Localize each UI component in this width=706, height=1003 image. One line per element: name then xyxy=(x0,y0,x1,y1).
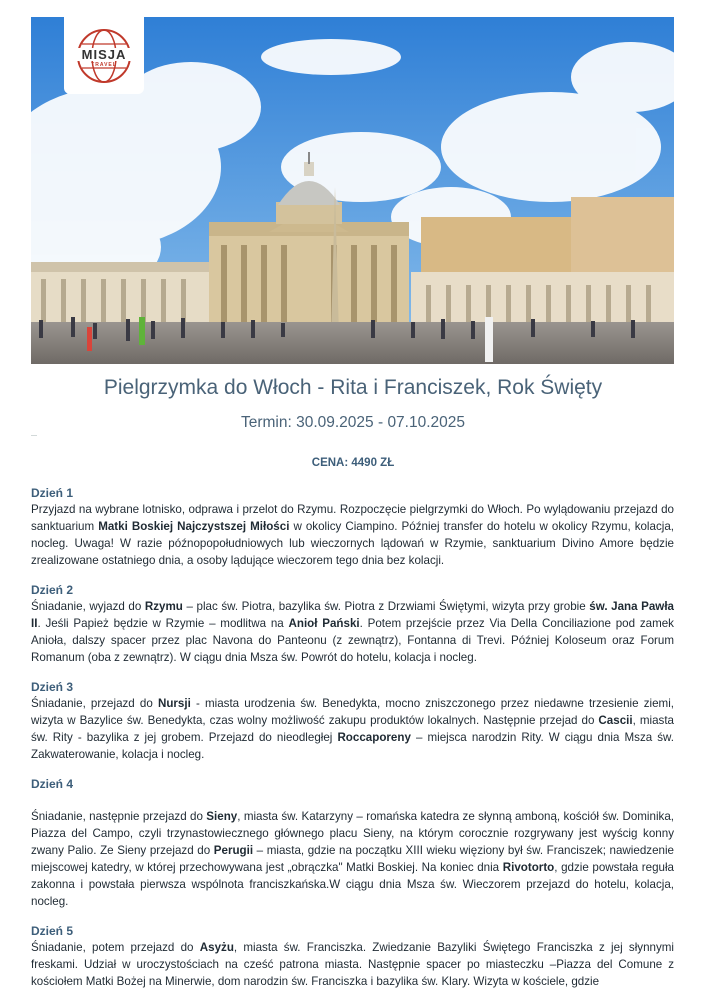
day-section xyxy=(31,582,674,666)
day-text: Śniadanie, następnie przejazd do xyxy=(31,810,207,823)
itinerary xyxy=(31,485,674,1003)
place-name: św. Jana Pawła II xyxy=(31,600,674,630)
place-name: Perugii xyxy=(213,844,254,857)
day-heading: Dzień 5 xyxy=(31,924,74,938)
trip-dates: Termin: 30.09.2025 - 07.10.2025 xyxy=(240,414,466,431)
day-text: - miasta urodzenia św. Benedykta, mocno zniszczonego przez niedawne trzesienie ziemi, wizyta w Bazylice św. Benedykta, czas wolny możliwość zakupu produktów lokalnych. Następnie przejad do xyxy=(31,697,674,727)
day-text: , miasta św. Rity - bazylika z jej grobem. Przejazd do nieodległej xyxy=(31,714,674,744)
page-title: Pielgrzymka do Włoch - Rita i Franciszek, Rok Święty xyxy=(103,376,603,399)
day-heading: Dzień 2 xyxy=(31,583,74,597)
logo-wordmark: MISJA xyxy=(76,48,132,61)
day-description xyxy=(31,939,674,990)
place-name: Nursji xyxy=(157,697,191,710)
place-name: Anioł Pański xyxy=(288,617,360,630)
place-name: Cascii xyxy=(598,714,633,727)
place-name: Sieny xyxy=(206,810,238,823)
day-text: – miejsca narodzin Rity. W ciągu dnia Msza św. Zakwaterowanie, kolacja i nocleg. xyxy=(31,731,674,761)
place-name: Rivotorto xyxy=(502,861,555,874)
price-label: CENA: 4490 ZŁ xyxy=(311,457,395,469)
day-heading: Dzień 1 xyxy=(31,486,74,500)
day-text: Przyjazd na wybrane lotnisko, odprawa i przelot do Rzymu. Rozpoczęcie pielgrzymki do Włoch. Po wylądowaniu przejazd do sanktuarium xyxy=(31,503,674,533)
day-text: – miasta, gdzie na początku XIII wieku więziony był św. Franciszek; nawiedzenie miejscowej katedry, w której przechowywana jest „obrączka" Matki Boskiej. Na koniec dnia xyxy=(31,844,674,874)
place-name: Asyżu xyxy=(199,941,234,954)
day-description xyxy=(31,695,674,763)
day-section xyxy=(31,776,674,910)
day-heading: Dzień 4 xyxy=(31,777,74,791)
day-text: , miasta św. Katarzyny – romańska katedra ze słynną amboną, kościół św. Dominika, Piazza del Campo, czyli trzynastowiecznego głównego placu Sieny, na którym corocznie rozgrywany jest wyścig konny zwany Palio. Ze Sieny przejazd do xyxy=(31,810,675,857)
day-text: , miasta św. Franciszka. Zwiedzanie Bazyliki Świętego Franciszka z jej słynnymi freskami. Udział w uroczystościach na cześć patrona miasta. Następnie spacer po miasteczku –Piazza del Comune z kościołem Matki Bożej na Minerwie, dom narodzin św. Franciszka i bazylika św. Klary. Wizyta w kościele, gdzie xyxy=(31,941,674,988)
misja-travel-logo[interactable] xyxy=(64,17,144,94)
day-text: , gdzie powstała reguła zakonna i powstała pierwsza wspólnota franciszkańska.W ciągu dnia Msza św. Wieczorem przejazd do hotelu, kolacja, nocleg. xyxy=(31,861,674,908)
day-description xyxy=(31,598,674,666)
logo-subtitle: TRAVEL xyxy=(91,61,117,68)
day-text: Śniadanie, potem przejazd do xyxy=(31,941,200,954)
day-text: w okolicy Ciampino. Później transfer do hotelu w okolicy Rzymu, kolacja, nocleg. Uwaga! W razie późnopopołudniowych lub wieczornych lądowań w Rzymie, sanktuarium Divino Amore będzie zrealizowane ostatniego dnia, a osoby lądujące wieczorem tego dnia bez kolacji. xyxy=(31,520,675,567)
day-section xyxy=(31,679,674,763)
day-text: . Potem przejście przez Via Della Conciliazione pod zamek Anioła, dalszy spacer przez plac Navona do Panteonu (z zewnątrz), Fontanna di Trevi. Później Koloseum oraz Forum Romanum (oba z zewnątrz). W ciągu dnia Msza św. Powrót do hotelu, kolacja i nocleg. xyxy=(31,617,674,664)
day-description xyxy=(31,808,674,910)
day-section xyxy=(31,485,674,569)
margin-mark: — xyxy=(31,433,37,439)
place-name: Matki Boskiej Najczystszej Miłości xyxy=(98,520,290,533)
place-name: Roccaporeny xyxy=(337,731,411,744)
day-text: Śniadanie, wyjazd do xyxy=(31,600,145,613)
place-name: Rzymu xyxy=(144,600,183,613)
day-heading: Dzień 3 xyxy=(31,680,74,694)
day-text: . Jeśli Papież będzie w Rzymie – modlitwa na xyxy=(37,617,289,630)
day-text: – plac św. Piotra, bazylika św. Piotra z Drzwiami Świętymi, wizyta przy grobie xyxy=(182,600,590,613)
day-section xyxy=(31,923,674,990)
day-description xyxy=(31,501,674,569)
day-text: Śniadanie, przejazd do xyxy=(31,697,158,710)
